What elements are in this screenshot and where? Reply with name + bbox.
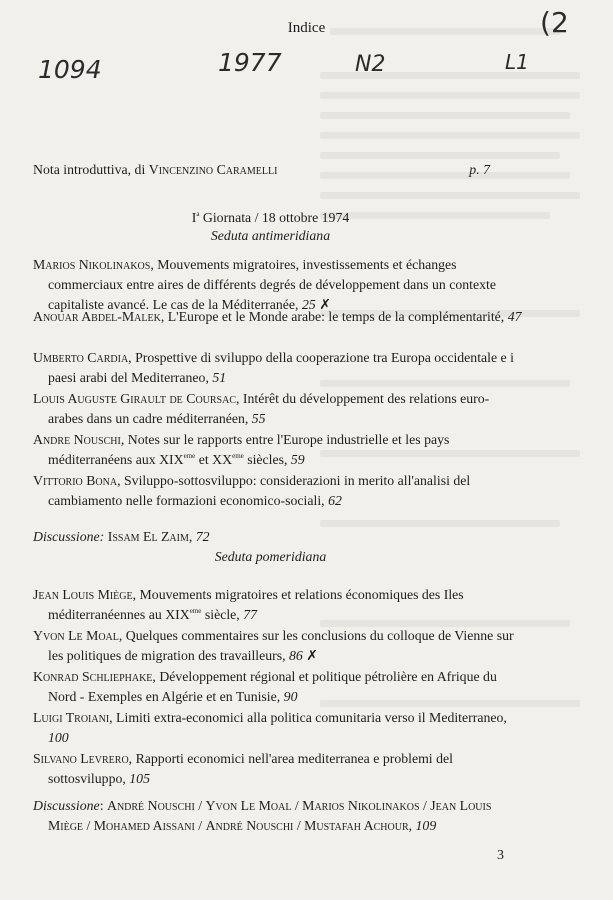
- intro-page: p. 7: [469, 162, 490, 177]
- afternoon-session-heading: Seduta pomeridiana: [214, 549, 327, 564]
- toc-entry: Louis Auguste Girault de Coursac, Intérêt du développement des relations euro-arabes dans un cadre méditerranéen, 55: [33, 391, 490, 426]
- day-heading: $I^a$ Giornata / 18 ottobre 1974: [191, 210, 350, 225]
- intro-line: [33, 160, 490, 180]
- check-mark-icon: ✗: [306, 648, 318, 664]
- discussion-line: Discussione: André Nouschi / Yvon Le Moal / Marios Nikolinakos / Jean Louis Miège / Mohamed Aissani / André Nouschi / Mustafah Achour, 109: [33, 798, 492, 833]
- toc-entry: Andre Nouschi, Notes sur le rapports entre l'Europe industrielle et les pays méditerranéens aux XIXeme et XXeme siècles, 59: [33, 432, 450, 467]
- intro-author: Vincenzino Caramelli: [148, 162, 278, 177]
- toc-entry: Jean Louis Miège, Mouvements migratoires et relations économiques des Iles méditerranéennes au XIXeme siècle, 77: [33, 587, 464, 622]
- corner-mark-digit: 2: [550, 6, 569, 39]
- discussion-line: Discussione: Issam El Zaim, 72: [33, 529, 210, 544]
- handwritten-year-mark: 1977: [218, 48, 282, 77]
- toc-entry: Marios Nikolinakos, Mouvements migratoires, investissements et échanges commerciaux entre aires de différents degrés de développement dans un contexte capitaliste avancé. Le cas de la Méditerranée, 25 ✗: [33, 257, 496, 313]
- toc-entry: Luigi Troiani, Limiti extra-economici alla politica comunitaria verso il Mediterraneo, 100: [33, 710, 507, 745]
- toc-entry: Vittorio Bona, Sviluppo-sottosviluppo: considerazioni in merito all'analisi del cambiamento nelle formazioni economico-sociali, 62: [33, 473, 471, 508]
- handwritten-corner-mark: (2: [540, 6, 569, 39]
- intro-label: Nota introduttiva, di: [33, 162, 146, 177]
- morning-session-heading: Seduta antimeridiana: [210, 228, 331, 243]
- handwritten-catalog-number: 1094: [38, 55, 102, 84]
- handwritten-issue-number: N2: [355, 52, 386, 77]
- toc-entry: Konrad Schliephake, Développement régional et politique pétrolière en Afrique du Nord - Exemples en Algérie et en Tunisie, 90: [33, 669, 497, 704]
- toc-entry: Silvano Levrero, Rapporti economici nell'area mediterranea e problemi del sottosviluppo, 105: [33, 751, 453, 786]
- page-title: Indice: [287, 20, 326, 36]
- check-mark-icon: ✗: [319, 297, 331, 313]
- page-number: 3: [497, 848, 504, 863]
- toc-entry: Yvon Le Moal, Quelques commentaires sur les conclusions du colloque de Vienne sur les politiques de migration des travailleurs, 86 ✗: [33, 628, 514, 664]
- handwritten-volume-mark: L1: [505, 50, 529, 74]
- toc-entry: Anouar Abdel-Malek, L'Europe et le Monde arabe: le temps de la complémentarité, 47: [33, 309, 522, 324]
- toc-entry: Umberto Cardia, Prospettive di sviluppo della cooperazione tra Europa occidentale e i paesi arabi del Mediterraneo, 51: [33, 350, 514, 385]
